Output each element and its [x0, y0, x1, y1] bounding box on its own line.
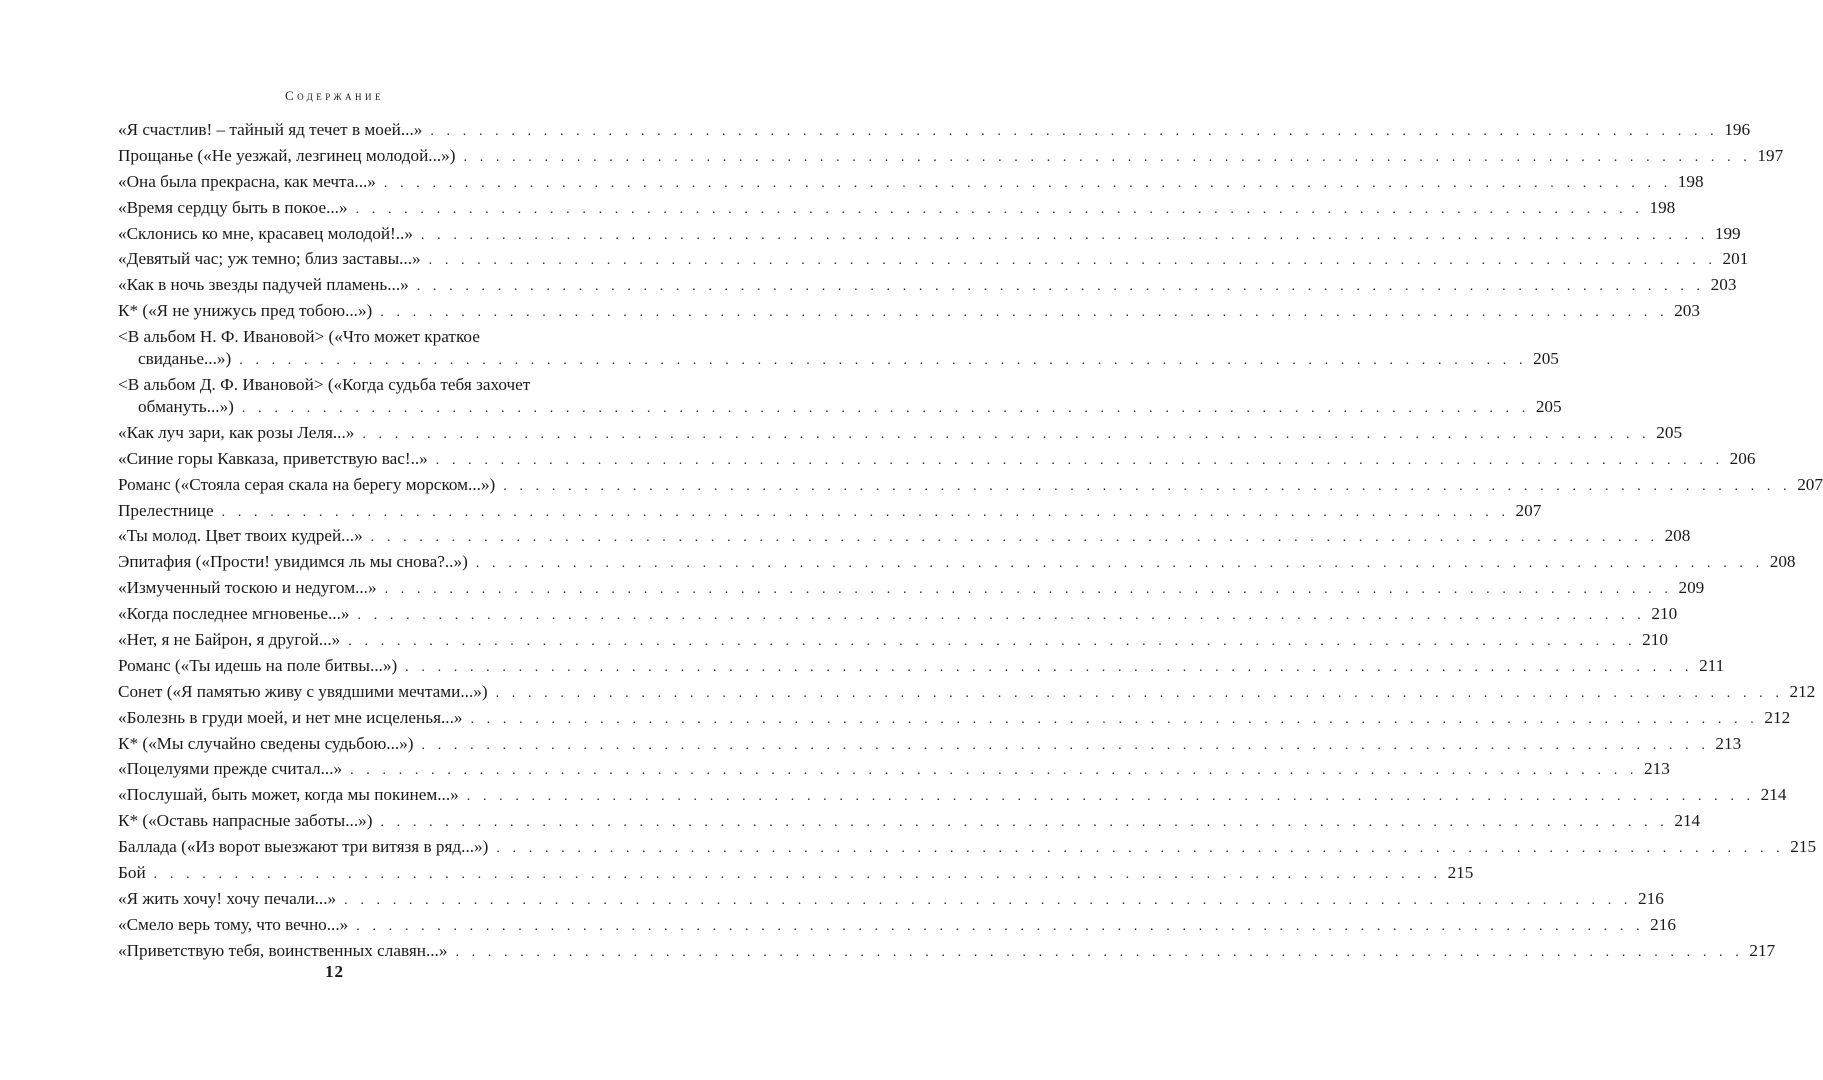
- dot-leader: . . . . . . . . . . . . . . . . . . . . . . . . . . . . . . . . . . . . . . . . . . . . . . . . . . . . . . . . . . . . . . . . . . . . . . . . . . . . . . . .: [435, 452, 1724, 468]
- dot-leader: . . . . . . . . . . . . . . . . . . . . . . . . . . . . . . . . . . . . . . . . . . . . . . . . . . . . . . . . . . . . . . . . . . . . . . . . . . . . . . . .: [466, 789, 1755, 805]
- toc-entry-page: 210: [1642, 630, 1668, 650]
- toc-entry-page: 212: [1789, 681, 1816, 701]
- toc-entry-title: Бой: [118, 863, 146, 883]
- toc-entry-title: К* («Мы случайно сведены судьбою...»): [118, 733, 414, 753]
- toc-entry-title-line2: свиданье...»): [138, 349, 232, 369]
- toc-entry-page: 215: [1790, 837, 1817, 857]
- toc-entry: [118, 888, 1664, 910]
- toc-entry-page: 205: [1533, 349, 1559, 369]
- toc-entry-title: Сонет («Я памятью живу с увядшими мечтами...»): [118, 681, 488, 701]
- toc-entry: [118, 474, 1823, 496]
- toc-entry-title: «Время сердцу быть в покое...»: [118, 197, 348, 217]
- toc-entry-title: Баллада («Из ворот выезжают три витязя в ряд...»): [118, 837, 489, 857]
- dot-leader: . . . . . . . . . . . . . . . . . . . . . . . . . . . . . . . . . . . . . . . . . . . . . . . . . . . . . . . . . . . . . . . . . . . . . . . . . . . . . . . .: [221, 504, 1510, 520]
- dot-leader: . . . . . . . . . . . . . . . . . . . . . . . . . . . . . . . . . . . . . . . . . . . . . . . . . . . . . . . . . . . . . . . . . . . . . . . . . . . . . . . .: [355, 201, 1644, 217]
- dot-leader: . . . . . . . . . . . . . . . . . . . . . . . . . . . . . . . . . . . . . . . . . . . . . . . . . . . . . . . . . . . . . . . . . . . . . . . . . . . . . . . .: [357, 608, 1646, 624]
- toc-entry: [118, 525, 1691, 547]
- toc-entry: [118, 914, 1676, 936]
- dot-leader: . . . . . . . . . . . . . . . . . . . . . . . . . . . . . . . . . . . . . . . . . . . . . . . . . . . . . . . . . . . . . . . . . . . . . . . . . . . . . . . .: [463, 149, 1752, 165]
- toc-entry: [118, 836, 1817, 858]
- dot-leader: . . . . . . . . . . . . . . . . . . . . . . . . . . . . . . . . . . . . . . . . . . . . . . . . . . . . . . . . . . . . . . . . . . . . . . . . . . . . . . . .: [428, 253, 1717, 269]
- toc-entry-page: 198: [1649, 197, 1676, 217]
- dot-leader: . . . . . . . . . . . . . . . . . . . . . . . . . . . . . . . . . . . . . . . . . . . . . . . . . . . . . . . . . . . . . . . . . . . . . . . . . . . . . . . .: [153, 867, 1442, 883]
- toc-entry: [118, 862, 1474, 884]
- toc-entry-page: 214: [1760, 785, 1787, 805]
- toc-entry: [118, 422, 1683, 444]
- dot-leader: . . . . . . . . . . . . . . . . . . . . . . . . . . . . . . . . . . . . . . . . . . . . . . . . . . . . . . . . . . . . . . . . . . . . . . . . . . . . . . . .: [416, 279, 1705, 295]
- toc-entry-title: К* («Оставь напрасные заботы...»): [118, 811, 373, 831]
- toc-entry-page: 205: [1535, 397, 1562, 417]
- toc-entry: [118, 733, 1742, 755]
- toc-entry-page: 210: [1651, 604, 1678, 624]
- toc-entry-title: «Когда последнее мгновенье...»: [118, 604, 350, 624]
- toc-entry-title: Романс («Стояла серая скала на берегу морском...»): [118, 474, 496, 494]
- toc-entry: [118, 248, 1749, 270]
- toc-entry-title: «Смело верь тому, что вечно...»: [118, 914, 349, 934]
- dot-leader: . . . . . . . . . . . . . . . . . . . . . . . . . . . . . . . . . . . . . . . . . . . . . . . . . . . . . . . . . . . . . . . . . . . . . . . . . . . . . . . .: [503, 478, 1792, 494]
- toc-entry: [118, 577, 1705, 599]
- toc-entry: [118, 551, 1796, 573]
- toc-entry-page: 203: [1710, 275, 1737, 295]
- toc-entry: [118, 374, 1562, 418]
- toc-entry: [118, 681, 1816, 703]
- toc-entry-title: «Болезнь в груди моей, и нет мне исцеленья...»: [118, 707, 463, 727]
- toc-entry-page: 207: [1515, 500, 1542, 520]
- toc-entry: [118, 145, 1784, 167]
- toc-entry-title: «Ты молод. Цвет твоих кудрей...»: [118, 526, 363, 546]
- toc-entry-title: Прелестнице: [118, 500, 214, 520]
- toc-entry-page: 208: [1664, 526, 1691, 546]
- toc-entry-page: 217: [1749, 940, 1776, 960]
- dot-leader: . . . . . . . . . . . . . . . . . . . . . . . . . . . . . . . . . . . . . . . . . . . . . . . . . . . . . . . . . . . . . . . . . . . . . . . . . . . . . . . .: [495, 685, 1784, 701]
- dot-leader: . . . . . . . . . . . . . . . . . . . . . . . . . . . . . . . . . . . . . . . . . . . . . . . . . . . . . . . . . . . . . . . . . . . . . . . . . . . . . . . .: [383, 175, 1672, 191]
- toc-entry-title-line2: обмануть...»): [138, 397, 234, 417]
- toc-entry-title: «Послушай, быть может, когда мы покинем...»: [118, 785, 459, 805]
- toc-entry-title: Прощанье («Не уезжай, лезгинец молодой...»): [118, 145, 456, 165]
- toc-entry-title-line1: <В альбом Д. Ф. Ивановой> («Когда судьба тебя захочет: [118, 375, 531, 395]
- toc-entry-page: 208: [1769, 552, 1796, 572]
- dot-leader: . . . . . . . . . . . . . . . . . . . . . . . . . . . . . . . . . . . . . . . . . . . . . . . . . . . . . . . . . . . . . . . . . . . . . . . . . . . . . . . .: [241, 401, 1530, 417]
- toc-entry: [118, 940, 1776, 962]
- toc-entry-title: «Измученный тоскою и недугом...»: [118, 578, 377, 598]
- toc-entry-page: 216: [1650, 914, 1676, 934]
- toc-entry-title: «Я счастлив! – тайный яд течет в моей...»: [118, 120, 423, 139]
- dot-leader: . . . . . . . . . . . . . . . . . . . . . . . . . . . . . . . . . . . . . . . . . . . . . . . . . . . . . . . . . . . . . . . . . . . . . . . . . . . . . . . .: [496, 841, 1785, 857]
- toc-entry: [118, 603, 1678, 625]
- toc-entry: [118, 197, 1676, 219]
- toc-entry-title: «Я жить хочу! хочу печали...»: [118, 888, 337, 908]
- toc-entry-page: 216: [1638, 888, 1664, 908]
- dot-leader: . . . . . . . . . . . . . . . . . . . . . . . . . . . . . . . . . . . . . . . . . . . . . . . . . . . . . . . . . . . . . . . . . . . . . . . . . . . . . . . .: [380, 815, 1669, 831]
- toc-entry-page: 199: [1714, 223, 1741, 243]
- dot-leader: . . . . . . . . . . . . . . . . . . . . . . . . . . . . . . . . . . . . . . . . . . . . . . . . . . . . . . . . . . . . . . . . . . . . . . . . . . . . . . . .: [455, 944, 1744, 960]
- toc-entry-title: «Нет, я не Байрон, я другой...»: [118, 630, 341, 650]
- toc-entry: [118, 171, 1704, 193]
- dot-leader: . . . . . . . . . . . . . . . . . . . . . . . . . . . . . . . . . . . . . . . . . . . . . . . . . . . . . . . . . . . . . . . . . . . . . . . . . . . . . . . .: [356, 918, 1645, 934]
- toc-entry: [118, 655, 1725, 677]
- table-of-contents: [118, 119, 1823, 966]
- toc-entry-page: 213: [1715, 733, 1742, 753]
- toc-entry: [118, 758, 1670, 780]
- toc-entry: [118, 300, 1700, 322]
- toc-entry: [118, 326, 1559, 370]
- dot-leader: . . . . . . . . . . . . . . . . . . . . . . . . . . . . . . . . . . . . . . . . . . . . . . . . . . . . . . . . . . . . . . . . . . . . . . . . . . . . . . . .: [421, 737, 1710, 753]
- toc-entry-page: 197: [1757, 145, 1784, 165]
- dot-leader: . . . . . . . . . . . . . . . . . . . . . . . . . . . . . . . . . . . . . . . . . . . . . . . . . . . . . . . . . . . . . . . . . . . . . . . . . . . . . . . .: [344, 892, 1633, 908]
- toc-entry-title: «Поцелуями прежде считал...»: [118, 759, 343, 779]
- running-head: Содержание: [284, 88, 385, 103]
- toc-entry-page: 213: [1644, 759, 1670, 779]
- dot-leader: . . . . . . . . . . . . . . . . . . . . . . . . . . . . . . . . . . . . . . . . . . . . . . . . . . . . . . . . . . . . . . . . . . . . . . . . . . . . . . . .: [384, 582, 1673, 598]
- toc-entry-page: 207: [1797, 474, 1823, 494]
- dot-leader: . . . . . . . . . . . . . . . . . . . . . . . . . . . . . . . . . . . . . . . . . . . . . . . . . . . . . . . . . . . . . . . . . . . . . . . . . . . . . . . .: [470, 711, 1759, 727]
- toc-entry-title: «Приветствую тебя, воинственных славян...»: [118, 940, 448, 960]
- toc-entry-page: 205: [1656, 422, 1683, 442]
- toc-entry-title: «Девятый час; уж темно; близ заставы...»: [118, 249, 421, 269]
- toc-entry-page: 209: [1678, 578, 1705, 598]
- toc-entry-title-line1: <В альбом Н. Ф. Ивановой> («Что может краткое: [118, 327, 480, 347]
- toc-entry: [118, 629, 1668, 651]
- toc-entry-page: 215: [1447, 863, 1474, 883]
- dot-leader: . . . . . . . . . . . . . . . . . . . . . . . . . . . . . . . . . . . . . . . . . . . . . . . . . . . . . . . . . . . . . . . . . . . . . . . . . . . . . . . .: [348, 634, 1637, 650]
- dot-leader: . . . . . . . . . . . . . . . . . . . . . . . . . . . . . . . . . . . . . . . . . . . . . . . . . . . . . . . . . . . . . . . . . . . . . . . . . . . . . . . .: [405, 659, 1694, 675]
- toc-entry-title: «Она была прекрасна, как мечта...»: [118, 171, 376, 191]
- toc-entry: [118, 448, 1756, 470]
- toc-entry: [118, 784, 1787, 806]
- toc-entry: [118, 810, 1701, 832]
- toc-entry-title: К* («Я не унижусь пред тобою...»): [118, 301, 373, 321]
- dot-leader: . . . . . . . . . . . . . . . . . . . . . . . . . . . . . . . . . . . . . . . . . . . . . . . . . . . . . . . . . . . . . . . . . . . . . . . . . . . . . . . .: [239, 353, 1528, 369]
- toc-entry-page: 198: [1677, 171, 1704, 191]
- toc-entry-title: «Как в ночь звезды падучей пламень...»: [118, 275, 409, 295]
- toc-entry-page: 212: [1764, 707, 1791, 727]
- toc-entry: [118, 707, 1791, 729]
- toc-entry: [118, 500, 1542, 522]
- toc-entry-page: 214: [1674, 811, 1701, 831]
- toc-entry-page: 211: [1699, 655, 1725, 675]
- dot-leader: . . . . . . . . . . . . . . . . . . . . . . . . . . . . . . . . . . . . . . . . . . . . . . . . . . . . . . . . . . . . . . . . . . . . . . . . . . . . . . . .: [380, 305, 1669, 321]
- toc-entry: [118, 119, 1751, 141]
- dot-leader: . . . . . . . . . . . . . . . . . . . . . . . . . . . . . . . . . . . . . . . . . . . . . . . . . . . . . . . . . . . . . . . . . . . . . . . . . . . . . . . .: [370, 530, 1659, 546]
- toc-entry-title: Эпитафия («Прости! увидимся ль мы снова?..»): [118, 552, 468, 572]
- dot-leader: . . . . . . . . . . . . . . . . . . . . . . . . . . . . . . . . . . . . . . . . . . . . . . . . . . . . . . . . . . . . . . . . . . . . . . . . . . . . . . . .: [362, 426, 1651, 442]
- toc-entry-page: 206: [1729, 448, 1756, 468]
- dot-leader: . . . . . . . . . . . . . . . . . . . . . . . . . . . . . . . . . . . . . . . . . . . . . . . . . . . . . . . . . . . . . . . . . . . . . . . . . . . . . . . .: [350, 763, 1639, 779]
- dot-leader: . . . . . . . . . . . . . . . . . . . . . . . . . . . . . . . . . . . . . . . . . . . . . . . . . . . . . . . . . . . . . . . . . . . . . . . . . . . . . . . .: [430, 124, 1719, 139]
- toc-entry-page: 203: [1674, 301, 1700, 321]
- dot-leader: . . . . . . . . . . . . . . . . . . . . . . . . . . . . . . . . . . . . . . . . . . . . . . . . . . . . . . . . . . . . . . . . . . . . . . . . . . . . . . . .: [475, 556, 1764, 572]
- toc-entry: [118, 223, 1741, 245]
- toc-entry: [118, 274, 1737, 296]
- toc-entry-title: «Синие горы Кавказа, приветствую вас!..»: [118, 448, 428, 468]
- toc-entry-title: Романс («Ты идешь на поле битвы...»): [118, 655, 398, 675]
- page-number: 12: [325, 962, 344, 981]
- toc-entry-page: 196: [1724, 120, 1751, 139]
- dot-leader: . . . . . . . . . . . . . . . . . . . . . . . . . . . . . . . . . . . . . . . . . . . . . . . . . . . . . . . . . . . . . . . . . . . . . . . . . . . . . . . .: [420, 227, 1709, 243]
- toc-entry-page: 201: [1722, 249, 1749, 269]
- toc-entry-title: «Как луч зари, как розы Леля...»: [118, 422, 355, 442]
- toc-entry-title: «Склонись ко мне, красавец молодой!..»: [118, 223, 413, 243]
